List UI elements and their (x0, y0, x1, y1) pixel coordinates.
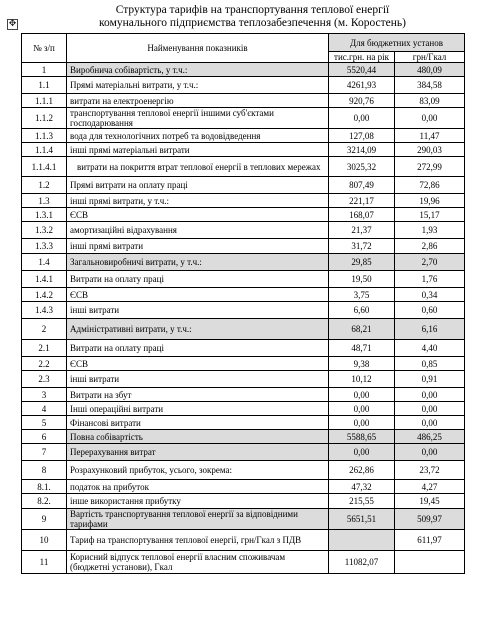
row-number: 1.3 (22, 194, 67, 208)
row-value-uah-per-gcal: 11,47 (395, 129, 465, 143)
row-number: 8.2. (22, 494, 67, 509)
row-value-uah-per-gcal: 19,45 (395, 494, 465, 509)
header-col-thousand-uah: тис.грн. на рік (329, 52, 395, 63)
row-number: 1.3.3 (22, 239, 67, 254)
row-value-uah-per-gcal: 1,76 (395, 271, 465, 288)
row-value-uah-per-gcal: 0,00 (395, 416, 465, 430)
row-name: Витрати на оплату праці (67, 340, 329, 357)
row-number: 6 (22, 430, 67, 444)
row-value-thousand-uah: 0,00 (329, 444, 395, 461)
table-row (22, 530, 465, 551)
row-number: 7 (22, 444, 67, 461)
table-row (22, 129, 465, 143)
row-value-uah-per-gcal: 0,00 (395, 388, 465, 402)
table-row (22, 194, 465, 208)
row-value-thousand-uah: 29,85 (329, 254, 395, 271)
row-value-uah-per-gcal: 272,99 (395, 157, 465, 177)
row-value-uah-per-gcal: 0,91 (395, 371, 465, 388)
row-number: 4 (22, 402, 67, 416)
table-row (22, 108, 465, 129)
table-row (22, 157, 465, 177)
row-name: Прямі витрати на оплату праці (67, 177, 329, 194)
row-name: Витрати на оплату праці (67, 271, 329, 288)
row-value-uah-per-gcal: 0,34 (395, 288, 465, 302)
row-number: 3 (22, 388, 67, 402)
row-value-thousand-uah: 10,12 (329, 371, 395, 388)
row-name: Фінансові витрати (67, 416, 329, 430)
document-title (20, 4, 485, 30)
row-number: 5 (22, 416, 67, 430)
row-value-thousand-uah: 168,07 (329, 208, 395, 222)
table-row (22, 461, 465, 480)
row-value-uah-per-gcal: 0,00 (395, 444, 465, 461)
table-row (22, 63, 465, 77)
row-number: 1.4.3 (22, 302, 67, 319)
row-value-uah-per-gcal: 611,97 (395, 530, 465, 551)
row-value-thousand-uah: 0,00 (329, 416, 395, 430)
row-name: інші витрати (67, 371, 329, 388)
row-name: витрати на електроенергію (67, 94, 329, 108)
row-value-uah-per-gcal: 0,00 (395, 108, 465, 129)
row-value-thousand-uah: 4261,93 (329, 77, 395, 94)
row-value-thousand-uah: 6,60 (329, 302, 395, 319)
row-value-thousand-uah: 5588,65 (329, 430, 395, 444)
row-number: 1.4.1 (22, 271, 67, 288)
table-row (22, 551, 465, 574)
table-row (22, 94, 465, 108)
row-value-thousand-uah: 31,72 (329, 239, 395, 254)
row-number: 1.1.1 (22, 94, 67, 108)
row-value-thousand-uah: 21,37 (329, 222, 395, 239)
table-row (22, 416, 465, 430)
row-name: інші прямі витрати (67, 239, 329, 254)
row-number: 11 (22, 551, 67, 574)
row-name: Корисний відпуск теплової енергії власним споживачам (бюджетні установи), Гкал (67, 551, 329, 574)
row-value-thousand-uah: 920,76 (329, 94, 395, 108)
row-name: амортизаційні відрахування (67, 222, 329, 239)
row-value-uah-per-gcal: 15,17 (395, 208, 465, 222)
table-row (22, 208, 465, 222)
row-value-uah-per-gcal: 23,72 (395, 461, 465, 480)
row-value-uah-per-gcal: 0,60 (395, 302, 465, 319)
row-value-thousand-uah: 48,71 (329, 340, 395, 357)
row-value-uah-per-gcal: 2,70 (395, 254, 465, 271)
row-number: 1.1.4 (22, 143, 67, 157)
row-value-uah-per-gcal: 0,00 (395, 402, 465, 416)
row-number: 1 (22, 63, 67, 77)
table-row (22, 480, 465, 494)
row-name: Повна собівартість (67, 430, 329, 444)
row-number: 1.3.1 (22, 208, 67, 222)
row-value-uah-per-gcal: 72,86 (395, 177, 465, 194)
row-name: Розрахунковий прибуток, усього, зокрема: (67, 461, 329, 480)
row-name: ЄСВ (67, 208, 329, 222)
row-value-thousand-uah: 807,49 (329, 177, 395, 194)
row-number: 2 (22, 319, 67, 340)
table-row (22, 509, 465, 530)
row-value-uah-per-gcal: 19,96 (395, 194, 465, 208)
row-value-thousand-uah: 0,00 (329, 108, 395, 129)
row-value-uah-per-gcal: 486,25 (395, 430, 465, 444)
table-row (22, 444, 465, 461)
table-row (22, 340, 465, 357)
header-col-uah-per-gcal: грн/Гкал (395, 52, 465, 63)
table-row (22, 319, 465, 340)
row-number: 1.2 (22, 177, 67, 194)
row-number: 2.1 (22, 340, 67, 357)
row-value-uah-per-gcal: 1,93 (395, 222, 465, 239)
table-row (22, 143, 465, 157)
row-value-uah-per-gcal: 4,40 (395, 340, 465, 357)
row-value-thousand-uah: 3214,09 (329, 143, 395, 157)
row-number: 8 (22, 461, 67, 480)
header-name: Найменування показників (67, 34, 329, 63)
table-row (22, 402, 465, 416)
row-name: транспортування теплової енергії іншими суб'єктами господарювання (67, 108, 329, 129)
row-value-thousand-uah: 3,75 (329, 288, 395, 302)
table-row (22, 371, 465, 388)
table-row (22, 494, 465, 509)
row-number: 1.1.2 (22, 108, 67, 129)
row-value-thousand-uah: 215,55 (329, 494, 395, 509)
row-value-uah-per-gcal: 6,16 (395, 319, 465, 340)
row-value-uah-per-gcal: 290,03 (395, 143, 465, 157)
row-name: Тариф на транспортування теплової енергії, грн/Гкал з ПДВ (67, 530, 329, 551)
row-value-thousand-uah: 0,00 (329, 388, 395, 402)
row-name: вода для технологічних потреб та водовідведення (67, 129, 329, 143)
row-value-thousand-uah: 19,50 (329, 271, 395, 288)
table-row (22, 288, 465, 302)
table-row (22, 302, 465, 319)
table-row (22, 357, 465, 371)
row-value-uah-per-gcal: 0,85 (395, 357, 465, 371)
row-value-uah-per-gcal: 2,86 (395, 239, 465, 254)
row-name: Інші операційні витрати (67, 402, 329, 416)
row-value-thousand-uah (329, 530, 395, 551)
title-line-2: комунального підприємства теплозабезпечення (м. Коростень) (99, 17, 406, 29)
row-number: 10 (22, 530, 67, 551)
row-name: податок на прибуток (67, 480, 329, 494)
row-name: інші прямі матеріальні витрати (67, 143, 329, 157)
row-value-thousand-uah: 5651,51 (329, 509, 395, 530)
row-value-uah-per-gcal: 83,09 (395, 94, 465, 108)
tariff-table (21, 33, 465, 574)
row-number: 1.1 (22, 77, 67, 94)
row-number: 1.3.2 (22, 222, 67, 239)
row-value-uah-per-gcal: 384,58 (395, 77, 465, 94)
row-value-uah-per-gcal: 509,97 (395, 509, 465, 530)
row-number: 1.1.4.1 (22, 157, 67, 177)
row-name: Адміністративні витрати, у т.ч.: (67, 319, 329, 340)
row-name: Прямі матеріальні витрати, у т.ч.: (67, 77, 329, 94)
header-group: Для бюджетних установ (329, 34, 465, 52)
table-row (22, 271, 465, 288)
row-name: Виробнича собівартість, у т.ч.: (67, 63, 329, 77)
table-row (22, 77, 465, 94)
table-row (22, 239, 465, 254)
row-number: 2.3 (22, 371, 67, 388)
row-name: Вартість транспортування теплової енергії за відповідними тарифами (67, 509, 329, 530)
table-row (22, 222, 465, 239)
row-value-uah-per-gcal (395, 551, 465, 574)
table-row (22, 388, 465, 402)
row-name: Загальновиробничі витрати, у т.ч.: (67, 254, 329, 271)
row-value-thousand-uah: 127,08 (329, 129, 395, 143)
row-value-uah-per-gcal: 480,09 (395, 63, 465, 77)
row-number: 8.1. (22, 480, 67, 494)
row-value-thousand-uah: 47,32 (329, 480, 395, 494)
table-row (22, 177, 465, 194)
row-value-thousand-uah: 0,00 (329, 402, 395, 416)
table-row (22, 430, 465, 444)
row-number: 1.4.2 (22, 288, 67, 302)
row-value-thousand-uah: 3025,32 (329, 157, 395, 177)
table-row (22, 254, 465, 271)
row-value-thousand-uah: 11082,07 (329, 551, 395, 574)
row-number: 1.4 (22, 254, 67, 271)
row-value-thousand-uah: 9,38 (329, 357, 395, 371)
table-move-handle-icon[interactable]: ✥ (8, 19, 17, 29)
row-name: ЄСВ (67, 288, 329, 302)
row-number: 1.1.3 (22, 129, 67, 143)
row-name: витрати на покриття втрат теплової енергії в теплових мережах (67, 157, 329, 177)
row-name: інші витрати (67, 302, 329, 319)
row-name: інше використання прибутку (67, 494, 329, 509)
row-value-thousand-uah: 262,86 (329, 461, 395, 480)
row-value-uah-per-gcal: 4,27 (395, 480, 465, 494)
row-value-thousand-uah: 68,21 (329, 319, 395, 340)
title-line-1: Структура тарифів на транспортування теплової енергії (115, 4, 390, 16)
row-value-thousand-uah: 221,17 (329, 194, 395, 208)
row-number: 2.2 (22, 357, 67, 371)
row-value-thousand-uah: 5520,44 (329, 63, 395, 77)
header-num: № з/п (22, 34, 67, 63)
row-name: Витрати на збут (67, 388, 329, 402)
row-name: Перерахування витрат (67, 444, 329, 461)
row-number: 9 (22, 509, 67, 530)
row-name: ЄСВ (67, 357, 329, 371)
row-name: інші прямі витрати, у т.ч.: (67, 194, 329, 208)
